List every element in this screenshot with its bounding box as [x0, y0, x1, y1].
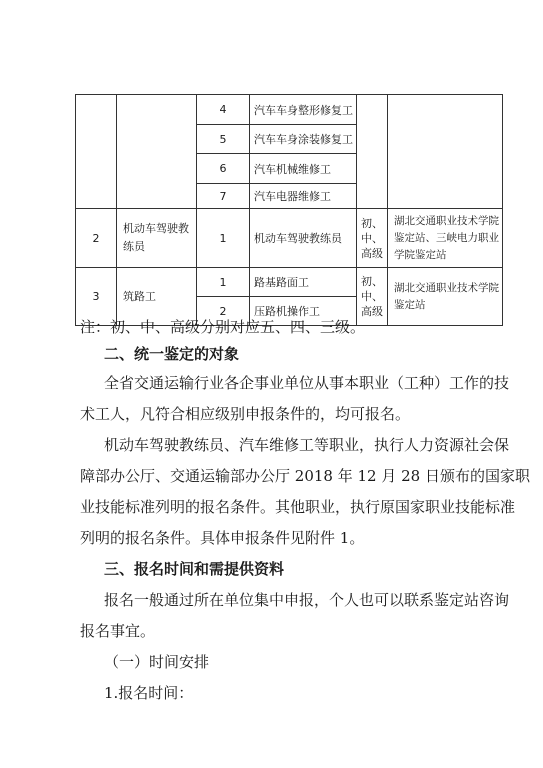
category-cell: 筑路工 [117, 268, 197, 326]
seq-cell: 5 [197, 125, 250, 154]
paragraph-line: 业技能标准列明的报名条件。其他职业，执行原国家职业技能标准 [80, 498, 516, 516]
category-cell: 机动车驾驶教练员 [117, 209, 197, 268]
table-cell-empty [357, 95, 388, 209]
occupation-cell: 汽车车身整形修复工 [250, 95, 357, 125]
occupation-cell: 汽车电器维修工 [250, 184, 357, 209]
table-row [76, 209, 503, 268]
occupation-cell: 汽车机械维修工 [250, 154, 357, 184]
table-cell-empty [388, 95, 503, 209]
occupation-cell: 路基路面工 [250, 268, 357, 297]
seq-cell: 7 [197, 184, 250, 209]
paragraph-line: 障部办公厅、交通运输部办公厅 2018 年 12 月 28 日颁布的国家职 [80, 467, 530, 485]
section-heading: 三、报名时间和需提供资料 [104, 560, 285, 578]
section-heading: 二、统一鉴定的对象 [104, 345, 240, 363]
table-cell-empty [76, 95, 117, 209]
occupation-cell: 机动车驾驶教练员 [250, 209, 357, 268]
seq-cell: 4 [197, 95, 250, 125]
paragraph-line: 报名一般通过所在单位集中申报，个人也可以联系鉴定站咨询 [104, 591, 510, 609]
station-cell: 湖北交通职业技术学院鉴定站 [388, 268, 503, 326]
table-cell-empty [117, 95, 197, 209]
level-cell: 初、中、高级 [357, 209, 388, 268]
seq-cell: 1 [197, 209, 250, 268]
paragraph-line: 机动车驾驶教练员、汽车维修工等职业，执行人力资源社会保 [104, 436, 510, 454]
paragraph-line: 术工人，凡符合相应级别申报条件的，均可报名。 [80, 405, 411, 423]
occupation-cell: 压路机操作工 [250, 297, 357, 326]
table-row [76, 268, 503, 297]
subsection-heading: （一）时间安排 [104, 653, 210, 671]
group-number-cell: 3 [76, 268, 117, 326]
occupation-cell: 汽车车身涂装修复工 [250, 125, 357, 154]
paragraph-line: 列明的报名条件。具体申报条件见附件 1。 [80, 529, 365, 547]
seq-cell: 1 [197, 268, 250, 297]
paragraph-line: 报名事宜。 [80, 622, 156, 640]
occupation-table [75, 94, 503, 326]
paragraph-line: 全省交通运输行业各企事业单位从事本职业（工种）工作的技 [104, 374, 510, 392]
table-note: 注：初、中、高级分别对应五、四、三级。 [80, 318, 366, 336]
station-cell: 湖北交通职业技术学院鉴定站、三峡电力职业学院鉴定站 [388, 209, 503, 268]
table-row [76, 95, 503, 125]
seq-cell: 2 [197, 297, 250, 326]
list-item: 1.报名时间： [104, 684, 194, 702]
level-cell: 初、中、高级 [357, 268, 388, 326]
group-number-cell: 2 [76, 209, 117, 268]
seq-cell: 6 [197, 154, 250, 184]
